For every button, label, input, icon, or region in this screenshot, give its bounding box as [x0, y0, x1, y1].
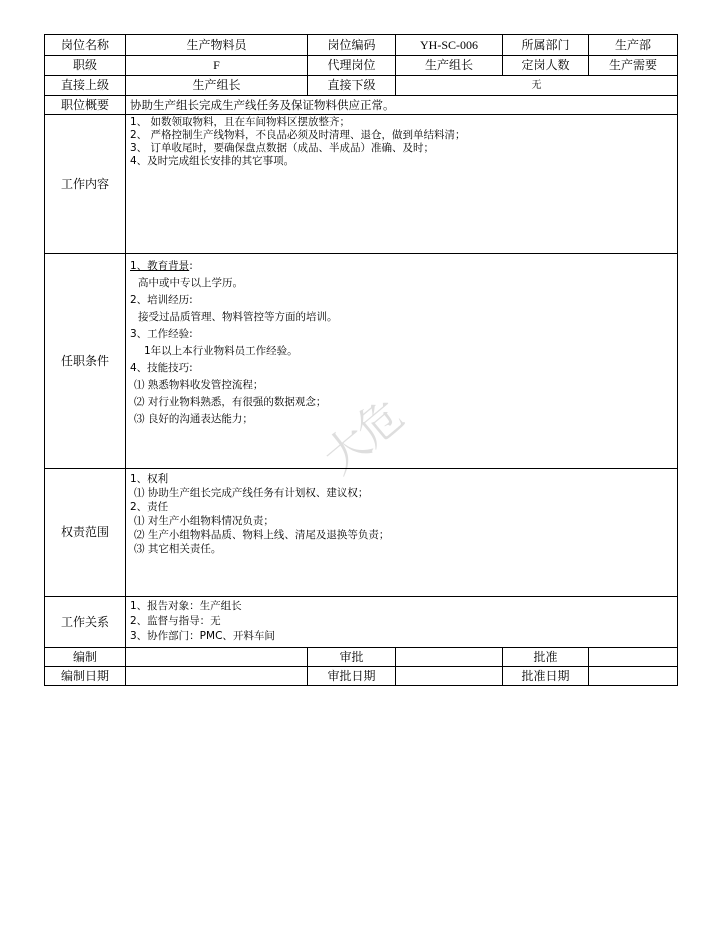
approved-date-label: 批准日期 [503, 667, 589, 686]
subordinate-label: 直接下级 [308, 76, 396, 96]
position-code-value: YH-SC-006 [396, 35, 503, 56]
relation-line: 3、协作部门：PMC、开料车间 [130, 630, 275, 642]
overview-label: 职位概要 [45, 96, 126, 115]
skill-item: ⑴ 熟悉物料收发管控流程； [134, 379, 264, 391]
headcount-value: 生产需要 [589, 56, 678, 76]
qualifications-content [126, 254, 678, 469]
duty-line: 3、 订单收尾时，要确保盘点数据（成品、半成品）准确、及时； [130, 142, 435, 154]
overview-text: 协助生产组长完成生产线任务及保证物料供应正常。 [126, 96, 678, 115]
headcount-label: 定岗人数 [503, 56, 589, 76]
duties-title: 2、责任 [130, 501, 169, 513]
reviewed-value[interactable] [396, 648, 503, 667]
training-text: 接受过品质管理、物料管控等方面的培训。 [138, 311, 338, 323]
reviewed-date-label: 审批日期 [308, 667, 396, 686]
prepared-label: 编制 [45, 648, 126, 667]
relations-content [126, 597, 678, 648]
duty-item: ⑶ 其它相关责任。 [134, 543, 222, 555]
skills-title: 4、技能技巧: [130, 362, 193, 374]
signoff-date-row [45, 667, 678, 686]
header-row-3 [45, 76, 678, 96]
relations-row [45, 597, 678, 648]
subordinate-value: 无 [396, 76, 678, 96]
education-text: 高中或中专以上学历。 [138, 277, 243, 289]
approved-value[interactable] [589, 648, 678, 667]
header-row-2 [45, 56, 678, 76]
department-value: 生产部 [589, 35, 678, 56]
skill-item: ⑶ 良好的沟通表达能力； [134, 413, 253, 425]
superior-value: 生产组长 [126, 76, 308, 96]
prepared-value[interactable] [126, 648, 308, 667]
experience-text: 1年以上本行业物料员工作经验。 [144, 345, 298, 357]
prepared-date-label: 编制日期 [45, 667, 126, 686]
grade-value: F [126, 56, 308, 76]
position-code-label: 岗位编码 [308, 35, 396, 56]
authority-row [45, 469, 678, 597]
approved-date-value[interactable] [589, 667, 678, 686]
duty-line: 2、 严格控制生产线物料，不良品必须及时清理、退仓，做到单结料清； [130, 129, 466, 141]
duty-item: ⑵ 生产小组物料品质、物料上线、清尾及退换等负责； [134, 529, 390, 541]
grade-label: 职级 [45, 56, 126, 76]
education-colon: : [189, 260, 193, 272]
duty-line: 1、 如数领取物料，且在车间物料区摆放整齐； [130, 116, 351, 128]
department-label: 所属部门 [503, 35, 589, 56]
deputy-value: 生产组长 [396, 56, 503, 76]
skill-item: ⑵ 对行业物料熟悉，有很强的数据观念； [134, 396, 327, 408]
relations-label: 工作关系 [45, 597, 126, 648]
duty-line: 4、及时完成组长安排的其它事项。 [130, 155, 295, 167]
education-title: 1、教育背景 [130, 260, 190, 272]
authority-content [126, 469, 678, 597]
experience-title: 3、工作经验: [130, 328, 193, 340]
approved-label: 批准 [503, 648, 589, 667]
duties-row [45, 115, 678, 254]
overview-row [45, 96, 678, 115]
relation-line: 1、报告对象：生产组长 [130, 600, 242, 612]
duties-content [126, 115, 678, 254]
qualifications-row [45, 254, 678, 469]
superior-label: 直接上级 [45, 76, 126, 96]
reviewed-date-value[interactable] [396, 667, 503, 686]
duties-label: 工作内容 [45, 115, 126, 254]
header-row-1 [45, 35, 678, 56]
deputy-label: 代理岗位 [308, 56, 396, 76]
right-item: ⑴ 协助生产组长完成产线任务有计划权、建议权； [134, 487, 369, 499]
reviewed-label: 审批 [308, 648, 396, 667]
authority-label: 权责范围 [45, 469, 126, 597]
position-name-label: 岗位名称 [45, 35, 126, 56]
rights-title: 1、权利 [130, 473, 169, 485]
education-heading [130, 258, 673, 275]
job-description-table [44, 34, 678, 686]
relation-line: 2、监督与指导：无 [130, 615, 221, 627]
qualifications-label: 任职条件 [45, 254, 126, 469]
training-title: 2、培训经历: [130, 294, 193, 306]
watermark: 大危 [314, 390, 412, 484]
signoff-row [45, 648, 678, 667]
duty-item: ⑴ 对生产小组物料情况负责； [134, 515, 274, 527]
prepared-date-value[interactable] [126, 667, 308, 686]
position-name-value: 生产物料员 [126, 35, 308, 56]
